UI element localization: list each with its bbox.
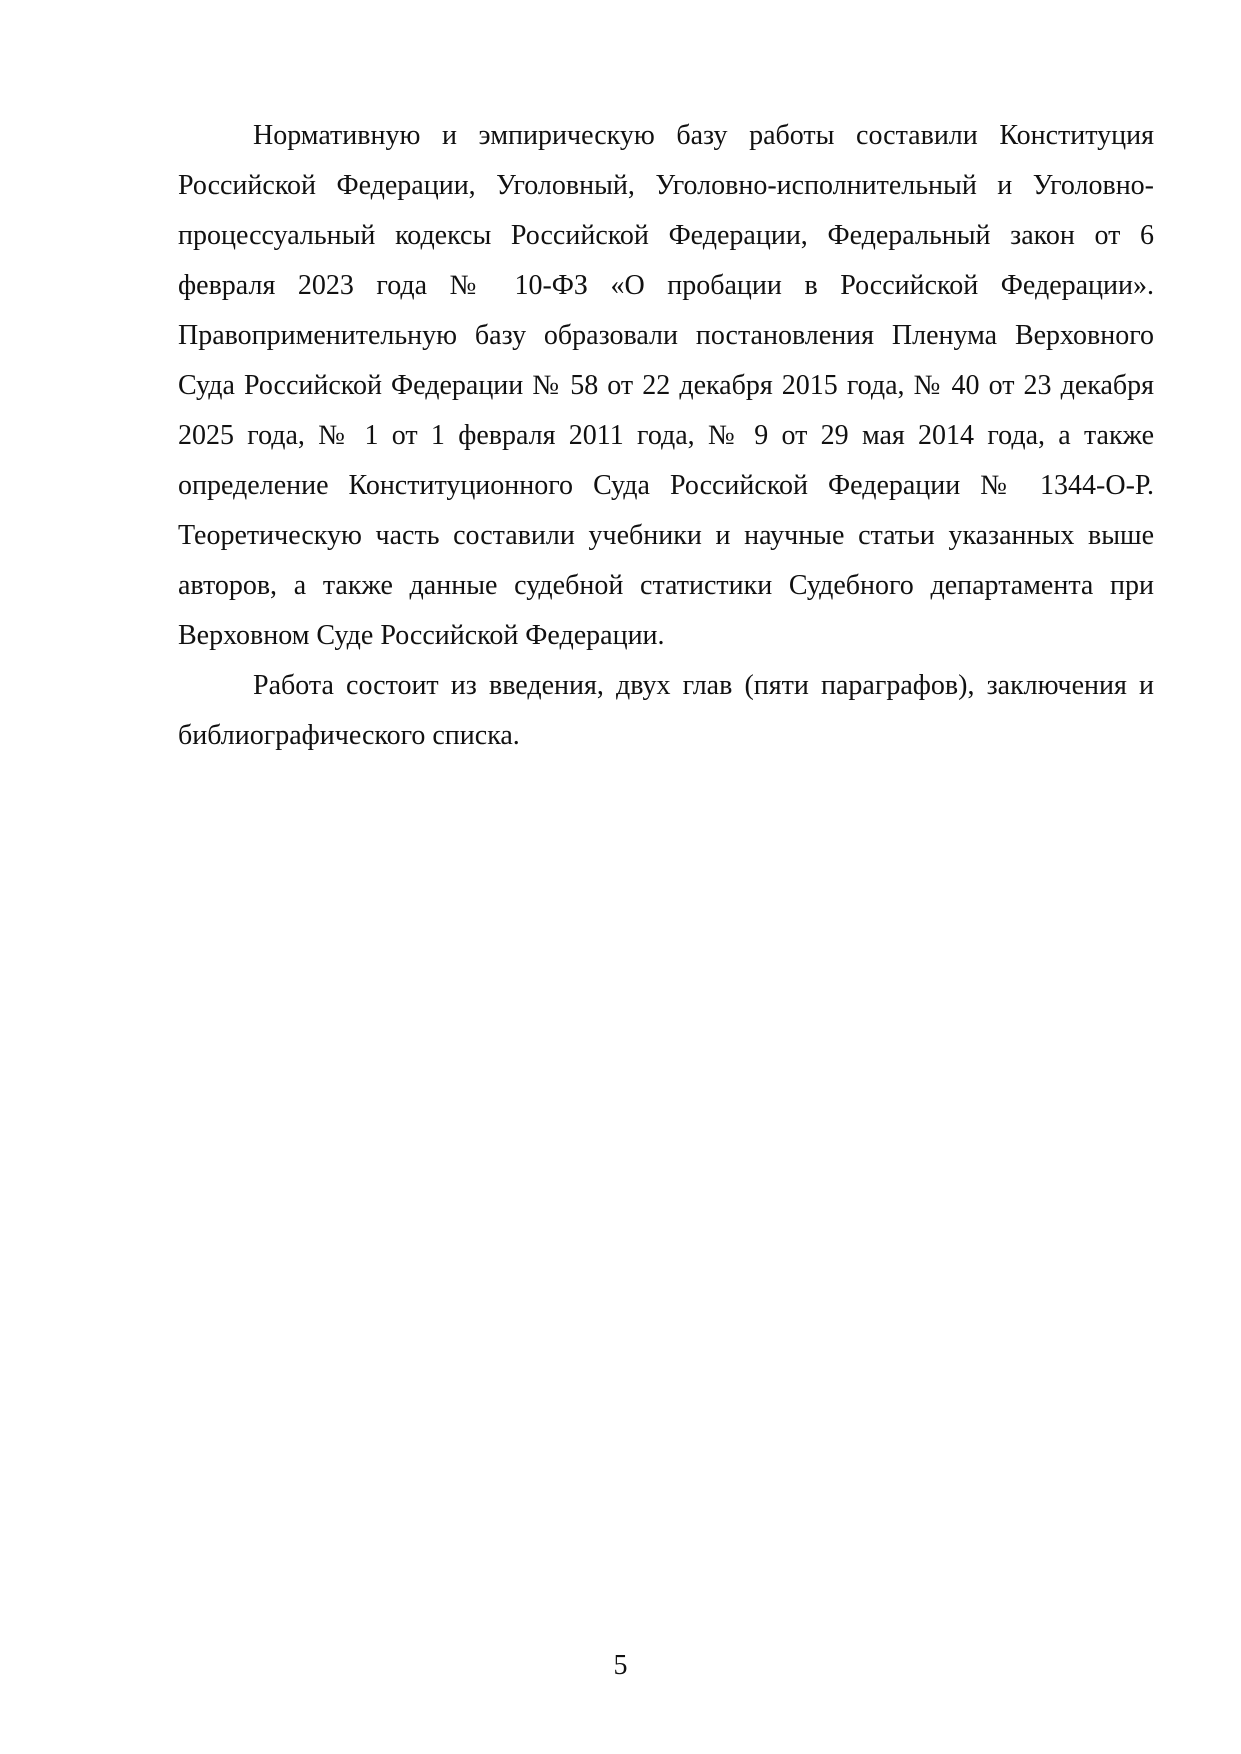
paragraph-structure: Работа состоит из введения, двух глав (пяти параграфов), заключения и библиографического списка. <box>178 670 1154 751</box>
paragraph-sources: Нормативную и эмпирическую базу работы составили Конституция Российской Федерации, Уголовный, Уголовно-исполнительный и Уголовно-процессуальный кодексы Российской Федерации, Федеральный закон от 6 февраля 2023 года № 10-ФЗ «О пробации в Российской Федерации». Правоприменительную базу образовали постановления Пленума Верховного Суда Российской Федерации № 58 от 22 декабря 2015 года, № 40 от 23 декабря 2025 года, № 1 от 1 февраля 2011 года, № 9 от 29 мая 2014 года, а также определение Конституционного Суда Российской Федерации № 1344-О-Р. Теоретическую часть составили учебники и научные статьи указанных выше авторов, а также данные судебной статистики Судебного департамента при Верховном Суде Российской Федерации. <box>178 120 1154 651</box>
body-text <box>178 111 1154 761</box>
page-number: 5 <box>613 1650 628 1681</box>
